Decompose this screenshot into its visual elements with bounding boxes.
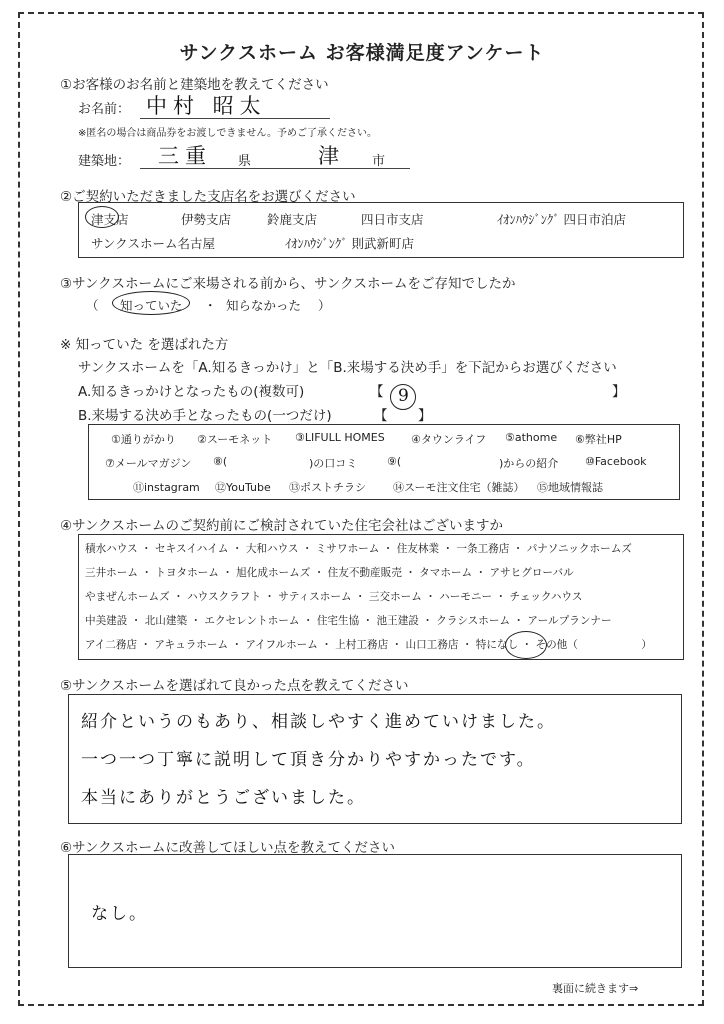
prefecture-unit: 県: [238, 154, 252, 169]
b-open-bracket: 【: [374, 408, 388, 424]
name-label: お名前：: [78, 102, 131, 117]
source-option-14[interactable]: ⑭スーモ注文住宅（雑誌）: [393, 481, 525, 494]
selection-circle: [85, 206, 119, 228]
q4-heading: ④サンクスホームのご契約前にご検討されていた住宅会社はございますか: [60, 518, 504, 534]
q2-heading: ②ご契約いただきました支店名をお選びください: [60, 189, 356, 205]
branch-option-yokkaichi[interactable]: 四日市支店: [361, 212, 424, 227]
source-option-1[interactable]: ①通りがかり: [111, 433, 176, 446]
source-option-12[interactable]: ⑫YouTube: [215, 481, 271, 494]
q6-answer-box[interactable]: [68, 854, 682, 968]
selection-circle: [112, 291, 190, 315]
name-field[interactable]: [140, 92, 330, 119]
q3-option-unknown[interactable]: 知らなかった: [226, 298, 302, 313]
q3-heading: ③サンクスホームにご来場される前から、サンクスホームをご存知でしたか: [60, 276, 516, 292]
answer-circle: [390, 384, 416, 410]
site-field[interactable]: [140, 142, 410, 169]
branch-option-ise[interactable]: 伊勢支店: [181, 212, 232, 227]
a-open-bracket: 【: [370, 384, 384, 400]
a-label: A.知るきっかけとなったもの(複数可): [78, 384, 305, 400]
source-option-11[interactable]: ⑪instagram: [133, 481, 200, 494]
branch-option-tsu[interactable]: 津支店: [91, 212, 129, 227]
q3-open-paren: （: [86, 298, 99, 313]
a-close-bracket: 】: [612, 384, 626, 400]
prefecture-value: 三重: [158, 144, 212, 168]
source-option-5[interactable]: ⑤athome: [505, 431, 558, 444]
a-answer[interactable]: 9: [398, 386, 411, 406]
q6-answer: なし。: [91, 904, 148, 924]
company-row[interactable]: 中美建設 ・ 北山建築 ・ エクセレントホーム ・ 住宅生協 ・ 池王建設 ・ クラシスホーム ・ アールプランナー: [85, 615, 612, 627]
page-title: サンクスホーム お客様満足度アンケート: [179, 42, 545, 64]
followup-instruction: サンクスホームを「A.知るきっかけ」と「B.来場する決め手」を下記からお選びください: [78, 360, 617, 376]
q5-answer-line: 一つ一つ丁寧に説明して頂き分かりやすかったです。: [81, 750, 536, 770]
source-option-3[interactable]: ③LIFULL HOMES: [295, 431, 385, 444]
company-options-box: [78, 534, 684, 660]
source-option-2[interactable]: ②スーモネット: [197, 433, 273, 446]
q5-answer-line: 本当にありがとうございました。: [81, 788, 366, 808]
source-option-4[interactable]: ④タウンライフ: [411, 433, 487, 446]
selection-circle: [505, 631, 547, 659]
branch-option-aeon-noritake[interactable]: ｲｵﾝﾊｳｼﾞﾝｸﾞ 則武新町店: [285, 236, 414, 251]
source-option-9-close: )からの紹介: [499, 457, 559, 470]
q3-separator: ・: [204, 298, 217, 313]
q3-close-paren: ）: [318, 298, 331, 313]
source-option-10[interactable]: ⑩Facebook: [585, 455, 647, 468]
q5-answer-box[interactable]: [68, 694, 682, 824]
q5-answer-line: 紹介というのもあり、相談しやすく進めていけました。: [81, 712, 556, 732]
company-row[interactable]: 三井ホーム ・ トヨタホーム ・ 旭化成ホームズ ・ 住友不動産販売 ・ タマホーム ・ アサヒグローバル: [85, 567, 574, 579]
continue-note: 裏面に続きます⇒: [552, 982, 639, 995]
company-row[interactable]: やまぜんホームズ ・ ハウスクラフト ・ サティスホーム ・ 三交ホーム ・ ハーモニー ・ チェックハウス: [85, 591, 583, 603]
source-option-13[interactable]: ⑬ポストチラシ: [289, 481, 366, 494]
source-option-7[interactable]: ⑦メールマガジン: [105, 457, 192, 470]
q1-heading: ①お客様のお名前と建築地を教えてください: [60, 77, 329, 93]
source-option-9-open[interactable]: ⑨(: [387, 455, 402, 468]
b-label: B.来場する決め手となったもの(一つだけ): [78, 408, 332, 424]
source-option-15[interactable]: ⑮地域情報誌: [537, 481, 603, 494]
q5-heading: ⑤サンクスホームを選ばれて良かった点を教えてください: [60, 678, 409, 694]
source-option-8-close: )の口コミ: [309, 457, 358, 470]
branch-options-box: [78, 202, 684, 258]
company-row[interactable]: 積水ハウス ・ セキスイハイム ・ 大和ハウス ・ ミサワホーム ・ 住友林業 ・ 一条工務店 ・ パナソニックホームズ: [85, 543, 632, 555]
b-close-bracket: 】: [418, 408, 432, 424]
branch-option-aeon-yokkaichi[interactable]: ｲｵﾝﾊｳｼﾞﾝｸﾞ 四日市泊店: [497, 212, 626, 227]
anonymity-note: ※匿名の場合は商品券をお渡しできません。予めご了承ください。: [78, 128, 377, 139]
city-unit: 市: [372, 154, 386, 169]
source-option-8-open[interactable]: ⑧(: [213, 455, 228, 468]
site-label: 建築地：: [78, 154, 131, 169]
name-value: 中村 昭太: [146, 94, 267, 118]
source-options-box: [88, 424, 680, 500]
q6-heading: ⑥サンクスホームに改善してほしい点を教えてください: [60, 840, 396, 856]
q3-option-known[interactable]: 知っていた: [120, 298, 183, 313]
city-value: 津: [318, 144, 345, 168]
branch-option-nagoya[interactable]: サンクスホーム名古屋: [91, 236, 216, 251]
branch-option-suzuka[interactable]: 鈴鹿支店: [267, 212, 318, 227]
source-option-6[interactable]: ⑥弊社HP: [575, 433, 622, 446]
followup-heading: ※ 知っていた を選ばれた方: [60, 337, 229, 353]
company-row[interactable]: アイ二務店 ・ アキュラホーム ・ アイフルホーム ・ 上村工務店 ・ 山口工務店 ・ 特になし ・ その他（ ）: [85, 639, 653, 651]
